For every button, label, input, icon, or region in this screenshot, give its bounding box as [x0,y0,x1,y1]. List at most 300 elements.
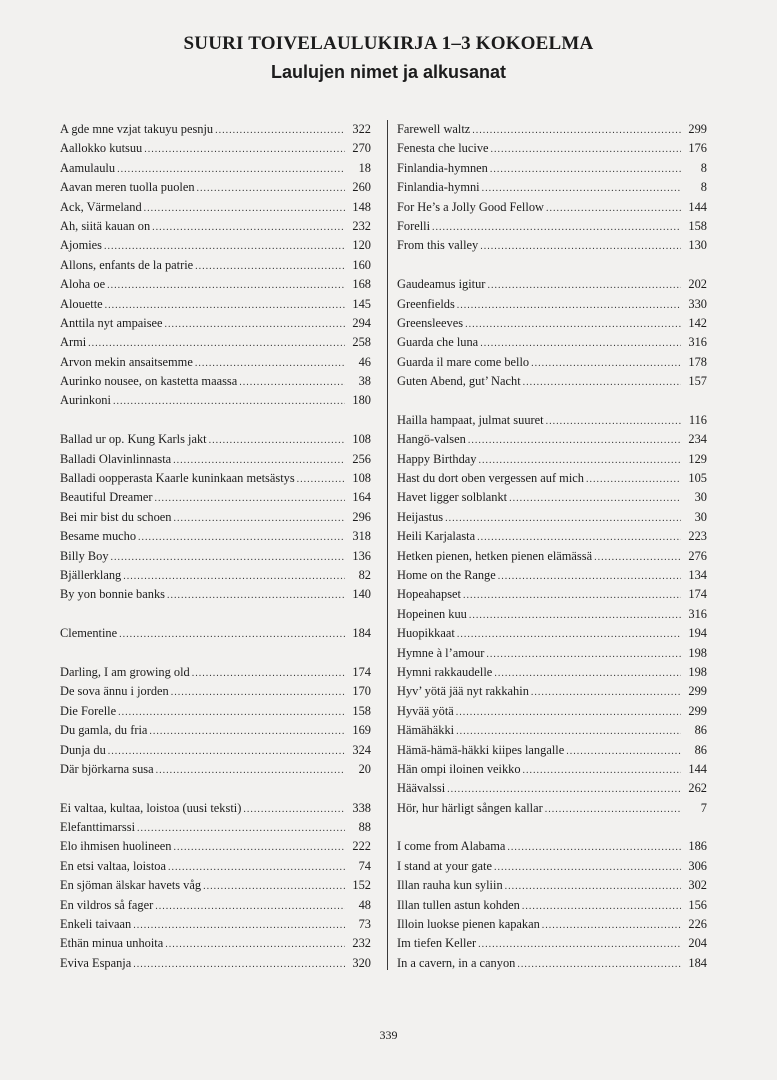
song-title: Clementine [60,626,118,641]
song-page-number: 160 [352,257,371,272]
song-title: Du gamla, du fria [60,723,148,738]
song-page-number: 262 [688,781,707,796]
song-title: Guarda che luna [397,335,479,350]
song-page-number: 302 [688,878,707,893]
column-divider [387,120,388,970]
song-title: Greenfields [397,296,455,311]
song-title: Hymni rakkaudelle [397,664,493,679]
dot-leader [472,121,681,140]
index-entry [397,837,707,856]
song-title: Heijastus [397,509,444,524]
dot-leader [195,354,345,373]
index-entry [397,275,707,294]
dot-leader [509,489,681,508]
dot-leader [107,276,345,295]
index-entry [60,217,371,236]
song-page-number: 299 [688,122,707,136]
song-page-number: 158 [352,703,371,718]
dot-leader [594,548,681,567]
dot-leader [457,296,681,315]
index-entry [60,876,371,895]
song-page-number: 223 [688,529,707,544]
index-entry [60,934,371,953]
song-page-number: 157 [688,374,707,389]
dot-leader [479,451,682,470]
dot-leader [167,586,345,605]
dot-leader [133,916,345,935]
song-page-number: 136 [352,548,371,563]
song-page-number: 169 [352,723,371,738]
dot-leader [490,160,681,179]
song-page-number: 320 [352,955,371,970]
song-title: A gde mne vzjat takuyu pesnju [60,122,214,136]
dot-leader [119,625,345,644]
song-title: Balladi Olavinlinnasta [60,451,172,466]
dot-leader [209,431,345,450]
dot-leader [542,916,681,935]
song-title: Hetken pienen, hetken pienen elämässä [397,548,593,563]
dot-leader [465,315,681,334]
song-title: Armi [60,335,87,350]
dot-leader [432,218,681,237]
song-title: Illan rauha kun syliin [397,878,503,893]
song-title: Hyv’ yötä jää nyt rakkahin [397,684,529,699]
index-entry [60,624,371,643]
song-title: Gaudeamus igitur [397,277,486,292]
index-entry [397,915,707,934]
song-page-number: 73 [358,917,371,932]
song-page-number: 129 [688,451,707,466]
dot-leader [144,140,345,159]
dot-leader [456,722,681,741]
index-entry [397,139,707,158]
song-title: Greensleeves [397,315,464,330]
index-entry [60,837,371,856]
song-title: Hopeahapset [397,587,461,602]
index-entry [60,198,371,217]
song-title: Hyvää yötä [397,703,454,718]
song-page-number: 258 [352,335,371,350]
dot-leader [463,586,681,605]
song-page-number: 48 [358,897,371,912]
dot-leader [108,742,345,761]
song-page-number: 105 [688,471,707,486]
index-entry [397,876,707,895]
dot-leader [566,742,681,761]
index-entry [60,430,371,449]
song-page-number: 296 [352,509,371,524]
index-entry [397,333,707,352]
dot-leader [239,373,345,392]
song-page-number: 294 [352,315,371,330]
index-entry [397,159,707,178]
song-page-number: 234 [688,432,707,447]
index-entry [397,663,707,682]
index-entry [397,896,707,915]
song-title: Happy Birthday [397,451,477,466]
index-entry [60,857,371,876]
song-title: Hailla hampaat, julmat suuret [397,412,544,427]
song-title: Aamulaulu [60,160,116,175]
song-page-number: 276 [688,548,707,563]
song-page-number: 88 [358,820,371,835]
page-title: SUURI TOIVELAULUKIRJA 1–3 KOKOELMA [183,33,594,54]
song-page-number: 232 [352,218,371,233]
index-entry [397,779,707,798]
index-entry [397,178,707,197]
index-entry [397,372,707,391]
song-title: Aavan meren tuolla puolen [60,180,195,195]
dot-leader [482,179,681,198]
song-title: Finlandia-hymnen [397,160,488,175]
song-page-number: 270 [352,141,371,156]
song-title: I stand at your gate [397,858,492,873]
dot-leader [215,121,345,140]
dot-leader [469,606,681,625]
song-title: Hangö-valsen [397,432,466,447]
index-entry [397,741,707,760]
song-page-number: 18 [358,160,371,175]
index-spacer [397,818,707,837]
page-number: 339 [379,1028,398,1042]
index-entry [397,198,707,217]
index-entry [60,818,371,837]
dot-leader [174,509,345,528]
song-title: Häävalssi [397,781,446,796]
dot-leader [480,237,681,256]
dot-leader [105,296,345,315]
song-title: Besame mucho [60,529,137,544]
index-entry [60,178,371,197]
dot-leader [457,625,681,644]
index-entry [60,547,371,566]
song-title: Havet ligger solblankt [397,490,508,505]
song-page-number: 256 [352,451,371,466]
index-entry [60,741,371,760]
index-entry [397,430,707,449]
song-page-number: 184 [352,626,371,641]
song-title: Eviva Espanja [60,955,132,970]
index-entry [60,120,371,139]
song-title: Die Forelle [60,703,117,718]
song-page-number: 116 [688,412,707,427]
song-page-number: 330 [688,296,707,311]
song-title: Finlandia-hymni [397,180,480,195]
song-title: Fenesta che lucive [397,141,489,156]
index-entry [60,314,371,333]
index-entry [60,353,371,372]
song-title: Farewell waltz [397,122,471,136]
song-page-number: 226 [688,917,707,932]
index-entry [397,488,707,507]
index-column-right [397,120,707,973]
dot-leader [152,218,345,237]
dot-leader [586,470,681,489]
index-entry [397,450,707,469]
song-title: Bei mir bist du schoen [60,509,172,524]
song-title: I come from Alabama [397,839,506,854]
song-title: Ballad ur op. Kung Karls jakt [60,432,207,447]
index-entry [60,333,371,352]
dot-leader [486,645,681,664]
song-title: Arvon mekin ansaitsemme [60,354,193,369]
song-title: Forelli [397,218,431,233]
index-entry [60,954,371,973]
song-page-number: 142 [688,315,707,330]
song-title: Ethän minua unhoita [60,936,164,951]
song-page-number: 222 [352,839,371,854]
index-entry [397,217,707,236]
song-title: Heili Karjalasta [397,529,476,544]
song-page-number: 46 [358,354,371,369]
song-page-number: 170 [352,684,371,699]
song-title: Hämä-hämä-häkki kiipes langalle [397,742,565,757]
dot-leader [104,237,345,256]
dot-leader [468,431,681,450]
song-page-number: 306 [688,858,707,873]
song-page-number: 8 [700,160,707,175]
dot-leader [165,315,345,334]
dot-leader [203,877,345,896]
index-entry [397,934,707,953]
index-entry [60,372,371,391]
song-title: Im tiefen Keller [397,936,477,951]
index-entry [60,799,371,818]
index-spacer [60,779,371,798]
song-title: En sjöman älskar havets våg [60,878,202,893]
dot-leader [149,722,345,741]
song-page-number: 174 [688,587,707,602]
dot-leader [138,528,345,547]
song-title: Darling, I am growing old [60,664,190,679]
song-title: Alouette [60,296,103,311]
song-title: Ei valtaa, kultaa, loistoa (uusi teksti) [60,800,242,815]
song-page-number: 316 [688,606,707,621]
song-page-number: 20 [358,761,371,776]
dot-leader [197,179,345,198]
dot-leader [522,897,681,916]
dot-leader [171,683,345,702]
index-entry [397,566,707,585]
page-subtitle: Laulujen nimet ja alkusanat [270,62,507,82]
dot-leader [144,199,345,218]
dot-leader [173,451,345,470]
index-entry [60,760,371,779]
index-entry [397,760,707,779]
index-entry [397,644,707,663]
song-page-number: 152 [352,878,371,893]
song-page-number: 144 [688,761,707,776]
dot-leader [545,800,681,819]
index-entry [397,508,707,527]
index-entry [397,857,707,876]
index-entry [397,314,707,333]
song-page-number: 232 [352,936,371,951]
song-title: Huopikkaat [397,626,455,641]
dot-leader [137,819,345,838]
index-entry [60,295,371,314]
dot-leader [456,703,681,722]
song-page-number: 186 [688,839,707,854]
dot-leader [523,761,681,780]
index-entry [60,139,371,158]
song-page-number: 180 [352,393,371,408]
song-page-number: 74 [358,858,371,873]
song-title: Hopeinen kuu [397,606,467,621]
song-title: Illan tullen astun kohden [397,897,520,912]
song-page-number: 202 [688,277,707,292]
song-title: De sova ännu i jorden [60,684,169,699]
dot-leader [117,160,345,179]
dot-leader [546,412,681,431]
song-title: Billy Boy [60,548,109,563]
song-title: In a cavern, in a canyon [397,955,516,970]
index-entry [397,682,707,701]
dot-leader [494,858,681,877]
index-entry [60,450,371,469]
index-entry [60,585,371,604]
song-page-number: 322 [352,122,371,136]
index-entry [60,469,371,488]
index-entry [60,391,371,410]
song-page-number: 338 [352,800,371,815]
song-title: Aloha oe [60,277,106,292]
dot-leader [445,509,681,528]
song-page-number: 184 [688,955,707,970]
dot-leader [523,373,681,392]
index-entry [397,547,707,566]
song-page-number: 158 [688,218,707,233]
song-page-number: 8 [700,180,707,195]
song-title: Hän ompi iloinen veikko [397,761,521,776]
index-spacer [397,256,707,275]
song-page-number: 198 [688,645,707,660]
dot-leader [498,567,681,586]
index-entry [60,896,371,915]
song-title: Anttila nyt ampaisee [60,315,163,330]
index-column-left [60,120,371,973]
dot-leader [133,955,345,974]
dot-leader [297,470,345,489]
song-title: Aurinkoni [60,393,111,408]
song-title: En etsi valtaa, loistoa [60,858,166,873]
song-page-number: 140 [352,587,371,602]
song-title: Enkeli taivaan [60,917,132,932]
song-page-number: 260 [352,180,371,195]
index-entry [397,295,707,314]
song-title: Där björkarna susa [60,761,154,776]
song-page-number: 204 [688,936,707,951]
dot-leader [174,838,346,857]
dot-leader [491,140,681,159]
song-page-number: 7 [700,800,707,815]
song-page-number: 120 [352,238,371,253]
song-page-number: 299 [688,703,707,718]
dot-leader [113,392,345,411]
song-page-number: 164 [352,490,371,505]
song-title: Allons, enfants de la patrie [60,257,194,272]
song-title: Ack, Värmeland [60,199,142,214]
song-title: Bjällerklang [60,567,122,582]
song-page-number: 82 [358,567,371,582]
song-page-number: 324 [352,742,371,757]
song-page-number: 130 [688,238,707,253]
index-entry [60,275,371,294]
dot-leader [123,567,345,586]
dot-leader [487,276,681,295]
dot-leader [165,935,345,954]
index-entry [60,682,371,701]
index-entry [397,120,707,139]
song-page-number: 156 [688,897,707,912]
song-page-number: 299 [688,684,707,699]
song-page-number: 168 [352,277,371,292]
dot-leader [477,528,681,547]
index-entry [397,236,707,255]
index-entry [60,663,371,682]
dot-leader [111,548,345,567]
index-entry [60,721,371,740]
index-entry [60,508,371,527]
dot-leader [531,354,681,373]
dot-leader [168,858,345,877]
dot-leader [505,877,681,896]
index-entry [397,469,707,488]
song-title: Hämähäkki [397,723,455,738]
dot-leader [155,897,345,916]
song-page-number: 30 [694,490,707,505]
dot-leader [447,780,681,799]
song-title: Dunja du [60,742,106,757]
song-title: From this valley [397,238,479,253]
song-title: For He’s a Jolly Good Fellow [397,199,544,214]
song-title: Hymne à l’amour [397,645,485,660]
index-entry [397,411,707,430]
song-title: By yon bonnie banks [60,587,165,602]
dot-leader [478,935,681,954]
dot-leader [155,489,345,508]
index-spacer [60,605,371,624]
dot-leader [546,199,681,218]
song-page-number: 30 [694,509,707,524]
song-page-number: 194 [688,626,707,641]
index-entry [397,624,707,643]
dot-leader [118,703,345,722]
index-entry [397,702,707,721]
song-page-number: 108 [352,471,371,486]
index-entry [397,721,707,740]
song-page-number: 144 [688,199,707,214]
song-page-number: 178 [688,354,707,369]
dot-leader [531,683,681,702]
index-entry [60,159,371,178]
index-entry [60,236,371,255]
song-title: Elefanttimarssi [60,820,136,835]
song-page-number: 86 [694,742,707,757]
song-title: Guten Abend, gut’ Nacht [397,374,521,389]
index-spacer [397,391,707,410]
song-title: Elo ihmisen huolineen [60,839,172,854]
song-title: Illoin luokse pienen kapakan [397,917,540,932]
dot-leader [480,334,681,353]
index-entry [60,702,371,721]
song-page-number: 86 [694,723,707,738]
song-page-number: 316 [688,335,707,350]
index-entry [60,566,371,585]
song-page-number: 174 [352,664,371,679]
song-title: Beautiful Dreamer [60,490,153,505]
song-title: Hast du dort oben vergessen auf mich [397,471,584,486]
